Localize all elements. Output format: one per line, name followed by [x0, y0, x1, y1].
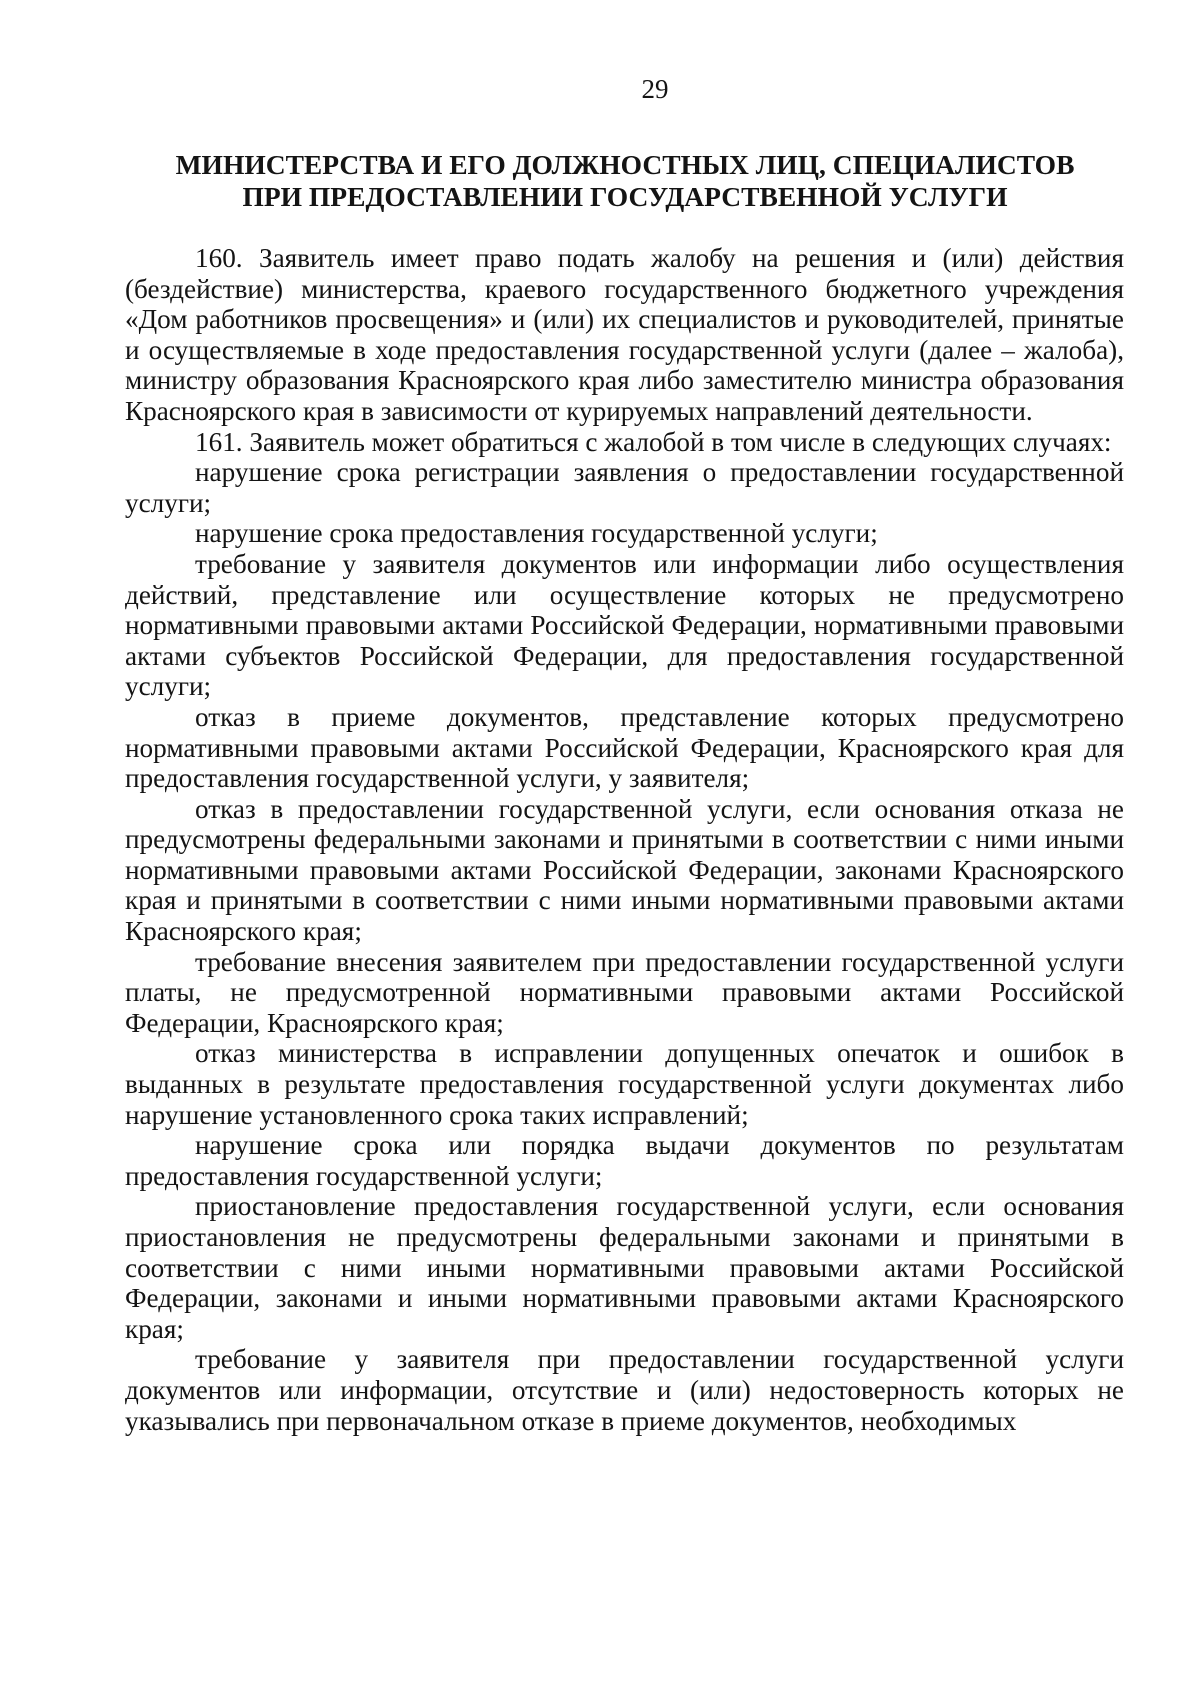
list-item: нарушение срока регистрации заявления о предоставлении государственной услуги; — [125, 457, 1124, 518]
paragraph-161: 161. Заявитель может обратиться с жалобой в том числе в следующих случаях: — [195, 426, 1112, 457]
list-item: нарушение срока или порядка выдачи документов по результатам предоставления государственной услуги; — [125, 1130, 1124, 1191]
list-item: нарушение срока предоставления государственной услуги; — [195, 518, 878, 549]
list-item: приостановление предоставления государственной услуги, если основания приостановления не предусмотрены федеральными законами и принятыми в соответствии с ними иными нормативными правовыми актами Российской Федерации, законами и иными нормативными правовыми актами Красноярского края; — [125, 1191, 1124, 1344]
list-item: отказ министерства в исправлении допущенных опечаток и ошибок в выданных в результате предоставления государственной услуги документах либо нарушение установленного срока таких исправлений; — [125, 1038, 1124, 1130]
list-item: отказ в предоставлении государственной услуги, если основания отказа не предусмотрены федеральными законами и принятыми в соответствии с ними иными нормативными правовыми актами Российской Федерации, законами Красноярского края и принятыми в соответствии с ними иными нормативными правовыми актами Красноярского края; — [125, 793, 1124, 947]
page-number: 29 — [641, 74, 669, 104]
document-body — [125, 243, 1124, 1436]
list-item: требование внесения заявителем при предоставлении государственной услуги платы, не предусмотренной нормативными правовыми актами Российской Федерации, Красноярского края; — [125, 946, 1124, 1038]
list-item: требование у заявителя документов или информации либо осуществления действий, представление или осуществление которых не предусмотрено нормативными правовыми актами Российской Федерации, нормативными правовыми актами субъектов Российской Федерации, для предоставления государственной услуги; — [125, 548, 1124, 702]
list-item: требование у заявителя при предоставлении государственной услуги документов или информации, отсутствие и (или) недостоверность которых не указывались при первоначальном отказе в приеме документов, необходимых — [125, 1344, 1124, 1436]
heading-line-2: ПРИ ПРЕДОСТАВЛЕНИИ ГОСУДАРСТВЕННОЙ УСЛУГИ — [242, 181, 1008, 212]
section-heading — [125, 149, 1125, 213]
list-item: отказ в приеме документов, представление которых предусмотрено нормативными правовыми актами Российской Федерации, Красноярского края для предоставления государственной услуги, у заявителя; — [125, 701, 1124, 794]
paragraph-160: 160. Заявитель имеет право подать жалобу на решения и (или) действия (бездействие) министерства, краевого государственного бюджетного учреждения «Дом работников просвещения» и (или) их специалистов и руководителей, принятые и осуществляемые в ходе предоставления государственной услуги (далее – жалоба), министру образования Красноярского края либо заместителю министра образования Красноярского края в зависимости от курируемых направлений деятельности. — [125, 243, 1124, 426]
heading-line-1: МИНИСТЕРСТВА И ЕГО ДОЛЖНОСТНЫХ ЛИЦ, СПЕЦИАЛИСТОВ — [175, 149, 1075, 180]
